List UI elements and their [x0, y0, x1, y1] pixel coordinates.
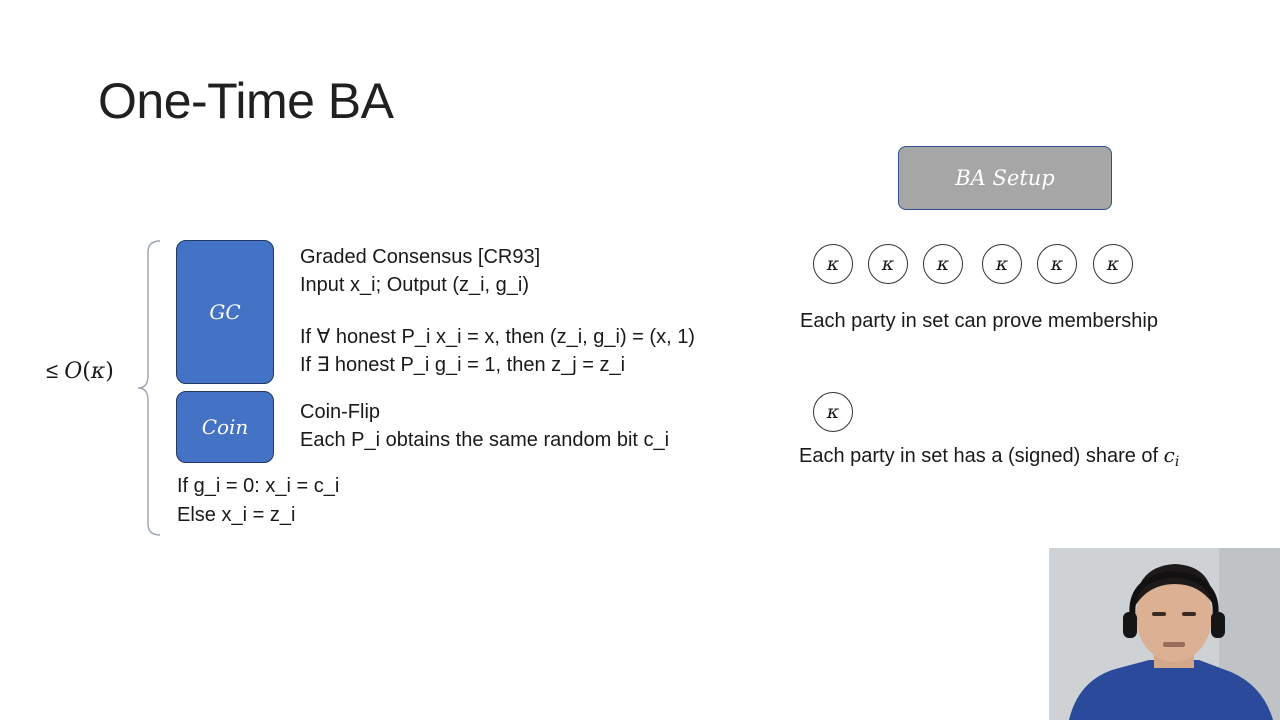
coin-block-label: Coin: [201, 415, 249, 439]
bound-big-o: O: [64, 359, 83, 384]
gc-io: Input x_i; Output (z_i, g_i): [300, 274, 530, 296]
kappa-node: [868, 244, 908, 284]
gc-block-label: GC: [209, 300, 241, 324]
left-brace-icon: [136, 240, 162, 536]
bound-paren-close: ): [105, 359, 114, 384]
ba-setup-label: BA Setup: [955, 166, 1055, 190]
share-sub: i: [1174, 454, 1180, 471]
coin-heading: Coin-Flip: [300, 401, 381, 423]
kappa-symbol: κ: [881, 253, 895, 275]
kappa-node: [813, 244, 853, 284]
kappa-symbol: κ: [1106, 253, 1120, 275]
share-var: c: [1163, 443, 1175, 467]
ba-setup-box: [898, 146, 1112, 210]
coin-block: [176, 391, 274, 463]
kappa-symbol: κ: [936, 253, 950, 275]
update-if-rule: If g_i = 0: x_i = c_i: [177, 475, 340, 497]
kappa-symbol: κ: [826, 401, 840, 423]
kappa-node: [923, 244, 963, 284]
complexity-bound: [46, 358, 114, 384]
membership-text: Each party in set can prove membership: [800, 310, 1158, 332]
gc-rule-validity: If ∀ honest P_i x_i = x, then (z_i, g_i) = (x, 1): [300, 326, 695, 348]
kappa-symbol: κ: [995, 253, 1009, 275]
share-text: [799, 443, 1179, 470]
kappa-symbol: κ: [1050, 253, 1064, 275]
coin-desc: Each P_i obtains the same random bit c_i: [300, 429, 670, 451]
bound-paren-open: (: [82, 359, 91, 384]
kappa-node: [982, 244, 1022, 284]
gc-block: [176, 240, 274, 384]
gc-heading: Graded Consensus [CR93]: [300, 246, 541, 268]
bound-kappa: κ: [90, 359, 106, 384]
slide-title: One-Time BA: [98, 73, 394, 129]
share-prefix: Each party in set has a (signed) share of: [799, 445, 1164, 467]
bound-leq: ≤: [46, 358, 65, 383]
gc-rule-consistency: If ∃ honest P_i g_i = 1, then z_j = z_i: [300, 354, 626, 376]
kappa-node: [1093, 244, 1133, 284]
kappa-symbol: κ: [826, 253, 840, 275]
kappa-node-single: [813, 392, 853, 432]
kappa-node: [1037, 244, 1077, 284]
webcam-video: [1049, 548, 1280, 720]
update-else-rule: Else x_i = z_i: [177, 504, 296, 526]
presenter-image: [1049, 548, 1280, 720]
